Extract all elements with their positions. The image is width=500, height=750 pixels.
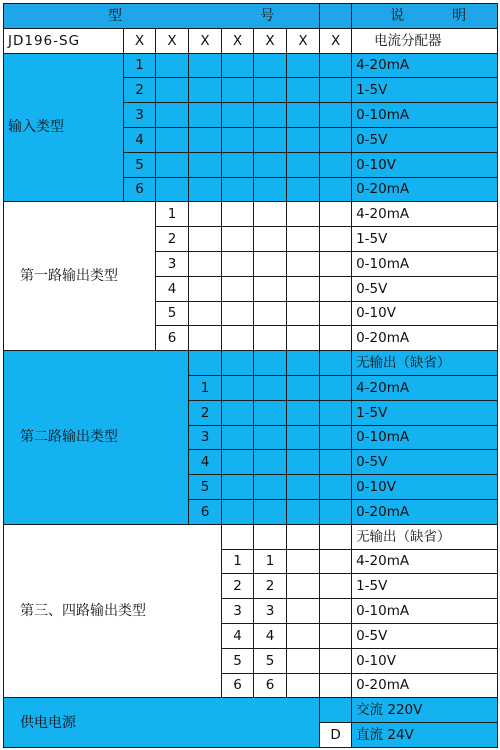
table-cell: [189, 127, 222, 152]
output34-desc: 0-10V: [352, 648, 498, 673]
output34-type-title: 第三、四路输出类型: [4, 524, 222, 698]
output34-none-desc: 无输出（缺省）: [352, 524, 498, 549]
power-desc: 交流 220V: [352, 698, 498, 723]
input-desc: 0-10V: [352, 152, 498, 177]
model-code-x: X: [222, 28, 254, 53]
output2-desc: 0-20mA: [352, 499, 498, 524]
model-code-x: X: [254, 28, 287, 53]
table-cell: [320, 450, 352, 475]
input-code: 6: [124, 177, 156, 202]
table-cell: [254, 227, 287, 252]
model-header-char-1: 型: [108, 7, 123, 24]
input-code: 4: [124, 127, 156, 152]
output3-code: 4: [222, 623, 254, 648]
table-cell: [189, 53, 222, 78]
table-cell: [320, 227, 352, 252]
table-cell: [222, 375, 254, 400]
output2-none-row: [4, 351, 498, 376]
table-cell: [320, 276, 352, 301]
header-row: [4, 4, 498, 29]
table-cell: [254, 375, 287, 400]
table-cell: [320, 375, 352, 400]
output2-code: 3: [189, 425, 222, 450]
table-cell: [222, 127, 254, 152]
table-cell: [222, 103, 254, 128]
table-cell: [320, 78, 352, 103]
table-cell: [254, 251, 287, 276]
table-cell: [222, 276, 254, 301]
table-cell: [222, 227, 254, 252]
table-cell: [287, 152, 320, 177]
model-code-x: X: [156, 28, 189, 53]
table-cell: [254, 450, 287, 475]
table-cell: [287, 177, 320, 202]
table-cell: [189, 78, 222, 103]
table-cell: [156, 103, 189, 128]
table-cell: [320, 475, 352, 500]
table-cell: [189, 351, 222, 376]
output1-desc: 0-5V: [352, 276, 498, 301]
output1-type-title: 第一路输出类型: [4, 202, 156, 351]
input-desc: 4-20mA: [352, 53, 498, 78]
table-cell: [222, 400, 254, 425]
model-header: [4, 4, 320, 29]
output34-desc: 1-5V: [352, 574, 498, 599]
input-code: 1: [124, 53, 156, 78]
output4-code: 6: [254, 673, 287, 698]
table-cell: [287, 301, 320, 326]
table-cell: [320, 425, 352, 450]
table-cell: [254, 326, 287, 351]
output2-desc: 1-5V: [352, 400, 498, 425]
output2-none-desc: 无输出（缺省）: [352, 351, 498, 376]
table-cell: [189, 326, 222, 351]
output1-desc: 0-10mA: [352, 251, 498, 276]
table-cell: [320, 103, 352, 128]
power-code: [320, 698, 352, 723]
table-cell: [254, 351, 287, 376]
input-desc: 0-5V: [352, 127, 498, 152]
output2-desc: 4-20mA: [352, 375, 498, 400]
power-code: D: [320, 723, 352, 748]
table-cell: [254, 152, 287, 177]
table-cell: [222, 53, 254, 78]
input-desc: 1-5V: [352, 78, 498, 103]
output1-code: 3: [156, 251, 189, 276]
model-spec-table: [3, 3, 498, 748]
output4-code: 4: [254, 623, 287, 648]
output1-code: 6: [156, 326, 189, 351]
model-code-row: [4, 28, 498, 53]
output2-desc: 0-10mA: [352, 425, 498, 450]
table-cell: [156, 127, 189, 152]
output34-desc: 4-20mA: [352, 549, 498, 574]
output1-code: 1: [156, 202, 189, 227]
spec-table-wrapper: [3, 3, 497, 747]
table-cell: [320, 623, 352, 648]
table-cell: [287, 549, 320, 574]
table-cell: [287, 78, 320, 103]
table-cell: [287, 227, 320, 252]
table-cell: [254, 103, 287, 128]
output2-code: 6: [189, 499, 222, 524]
output2-code: 4: [189, 450, 222, 475]
output34-desc: 0-5V: [352, 623, 498, 648]
input-type-title: 输入类型: [4, 53, 124, 202]
model-code-x: X: [287, 28, 320, 53]
output1-row: [4, 202, 498, 227]
table-cell: [254, 78, 287, 103]
output3-code: 3: [222, 599, 254, 624]
table-cell: [287, 648, 320, 673]
table-cell: [287, 623, 320, 648]
table-cell: [189, 276, 222, 301]
table-cell: [222, 177, 254, 202]
output4-code: 2: [254, 574, 287, 599]
table-cell: [320, 251, 352, 276]
table-cell: [287, 375, 320, 400]
table-cell: [320, 326, 352, 351]
table-cell: [222, 475, 254, 500]
output3-code: 5: [222, 648, 254, 673]
power-supply-title: 供电电源: [4, 698, 320, 748]
table-cell: [254, 475, 287, 500]
table-cell: [254, 127, 287, 152]
output4-code: 1: [254, 549, 287, 574]
table-cell: [222, 326, 254, 351]
output34-desc: 0-20mA: [352, 673, 498, 698]
output3-code: 2: [222, 574, 254, 599]
output2-type-title: 第二路输出类型: [4, 351, 189, 525]
table-cell: [254, 400, 287, 425]
table-cell: [254, 425, 287, 450]
table-cell: [287, 425, 320, 450]
table-cell: [222, 499, 254, 524]
table-cell: [320, 53, 352, 78]
table-cell: [222, 251, 254, 276]
table-cell: [287, 276, 320, 301]
table-cell: [189, 301, 222, 326]
table-cell: [222, 78, 254, 103]
table-cell: [254, 276, 287, 301]
table-cell: [189, 251, 222, 276]
table-cell: [156, 53, 189, 78]
input-code: 3: [124, 103, 156, 128]
table-cell: [222, 450, 254, 475]
table-cell: [287, 574, 320, 599]
table-cell: [254, 524, 287, 549]
table-cell: [320, 400, 352, 425]
table-cell: [287, 524, 320, 549]
input-desc: 0-10mA: [352, 103, 498, 128]
model-code: JD196-SG: [4, 28, 124, 53]
output1-desc: 1-5V: [352, 227, 498, 252]
table-cell: [222, 351, 254, 376]
table-cell: [320, 177, 352, 202]
output3-code: 6: [222, 673, 254, 698]
table-cell: [320, 648, 352, 673]
table-cell: [287, 450, 320, 475]
output2-code: 1: [189, 375, 222, 400]
model-code-x: X: [124, 28, 156, 53]
output2-code: 5: [189, 475, 222, 500]
model-code-x: X: [320, 28, 352, 53]
table-cell: [320, 673, 352, 698]
table-cell: [156, 177, 189, 202]
table-cell: [222, 301, 254, 326]
table-cell: [287, 351, 320, 376]
table-cell: [287, 673, 320, 698]
table-cell: [254, 301, 287, 326]
desc-header-char-2: 明: [452, 7, 468, 24]
model-header-char-2: 号: [260, 7, 276, 24]
table-cell: [287, 475, 320, 500]
table-cell: [254, 177, 287, 202]
table-cell: [156, 152, 189, 177]
output1-desc: 0-10V: [352, 301, 498, 326]
output4-code: 5: [254, 648, 287, 673]
table-cell: [287, 400, 320, 425]
table-cell: [222, 425, 254, 450]
input-desc: 0-20mA: [352, 177, 498, 202]
output2-desc: 0-5V: [352, 450, 498, 475]
table-cell: [320, 301, 352, 326]
output34-none-row: [4, 524, 498, 549]
table-cell: [222, 524, 254, 549]
model-description: 电流分配器: [352, 28, 498, 53]
output34-desc: 0-10mA: [352, 599, 498, 624]
table-cell: [320, 549, 352, 574]
table-cell: [287, 326, 320, 351]
table-cell: [287, 127, 320, 152]
output1-code: 2: [156, 227, 189, 252]
table-cell: [320, 127, 352, 152]
output1-code: 5: [156, 301, 189, 326]
table-cell: [320, 351, 352, 376]
table-cell: [320, 152, 352, 177]
output1-desc: 4-20mA: [352, 202, 498, 227]
output4-code: 3: [254, 599, 287, 624]
output2-code: 2: [189, 400, 222, 425]
table-cell: [222, 152, 254, 177]
input-code: 2: [124, 78, 156, 103]
table-cell: [222, 202, 254, 227]
table-cell: [287, 251, 320, 276]
table-cell: [320, 599, 352, 624]
table-cell: [287, 53, 320, 78]
power-desc: 直流 24V: [352, 723, 498, 748]
output1-code: 4: [156, 276, 189, 301]
table-cell: [287, 202, 320, 227]
table-cell: [320, 524, 352, 549]
model-code-x: X: [189, 28, 222, 53]
table-cell: [287, 103, 320, 128]
table-cell: [189, 177, 222, 202]
table-cell: [287, 599, 320, 624]
table-cell: [320, 202, 352, 227]
table-cell: [189, 152, 222, 177]
power-row: [4, 698, 498, 723]
output2-desc: 0-10V: [352, 475, 498, 500]
input-code: 5: [124, 152, 156, 177]
table-cell: [189, 202, 222, 227]
description-header: [352, 4, 498, 29]
header-blank-cell: [320, 4, 352, 29]
table-cell: [189, 227, 222, 252]
table-cell: [287, 499, 320, 524]
desc-header-char-1: 说: [390, 7, 406, 24]
table-cell: [254, 499, 287, 524]
table-cell: [254, 202, 287, 227]
output3-code: 1: [222, 549, 254, 574]
table-cell: [320, 574, 352, 599]
table-cell: [156, 78, 189, 103]
table-cell: [254, 53, 287, 78]
table-cell: [189, 103, 222, 128]
input-row: [4, 53, 498, 78]
table-cell: [320, 499, 352, 524]
output1-desc: 0-20mA: [352, 326, 498, 351]
